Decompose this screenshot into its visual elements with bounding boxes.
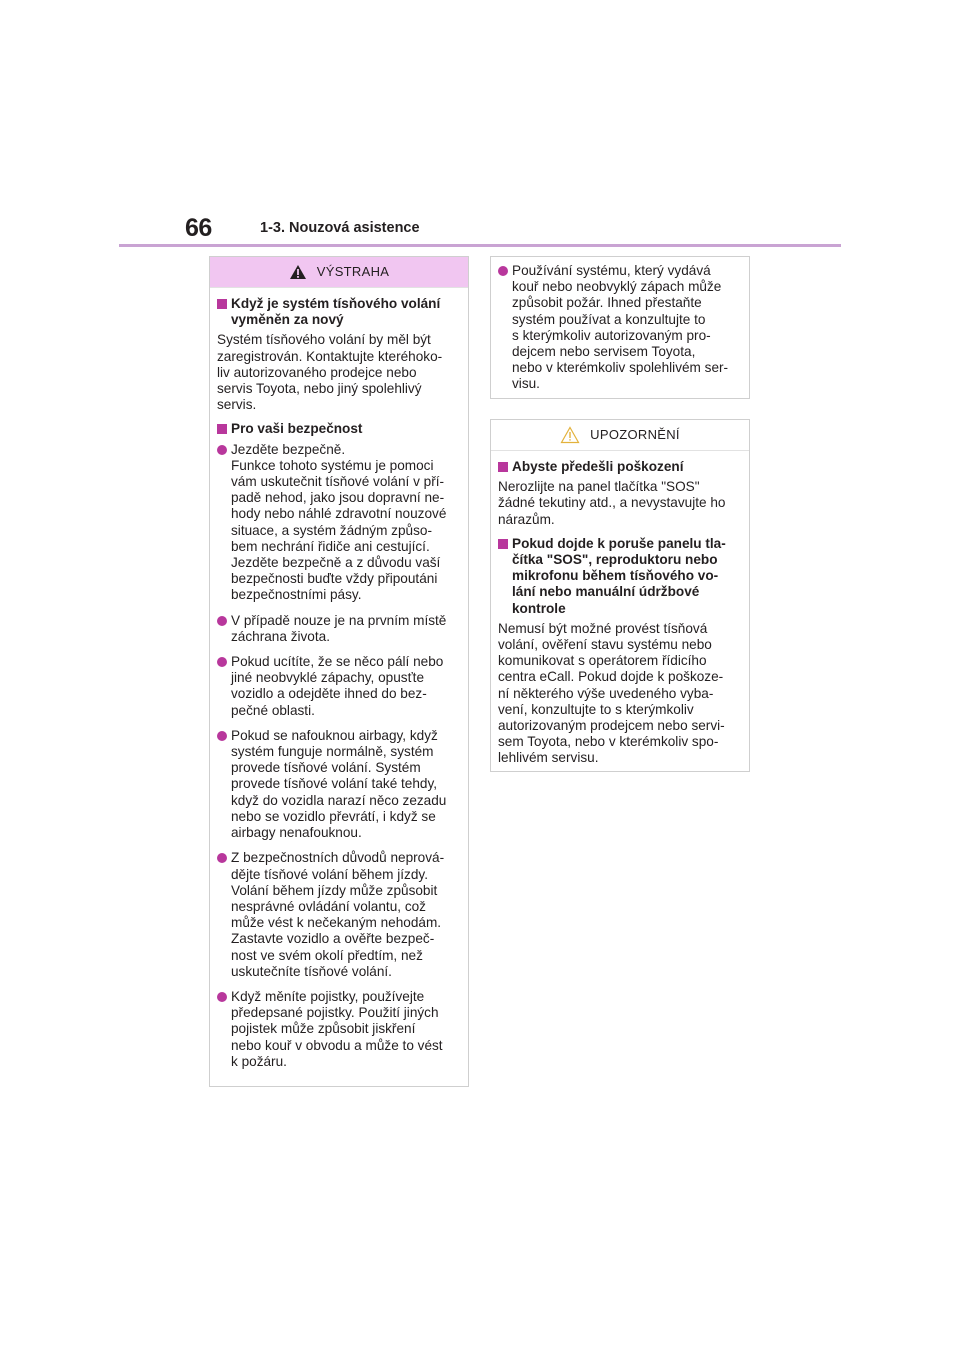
list-item: Pokud se nafouknou airbagy, když systém funguje normálně, systém provede tísňové volání. Systém provede tísňové volání také tehdy, když do vozidla narazí něco zezadu nebo se vozidlo převrátí, i když se airbagy nenafouknou. [217, 728, 461, 841]
warning-box [209, 256, 469, 1087]
warning-continued-box [490, 256, 750, 399]
page-number: 66 [185, 214, 212, 242]
circle-bullet-icon [498, 266, 508, 276]
circle-bullet-icon [217, 992, 227, 1002]
caution-triangle-icon [560, 426, 580, 444]
caution-heading-damage: Abyste předešli poškození [498, 459, 742, 475]
circle-bullet-icon [217, 853, 227, 863]
circle-bullet-icon [217, 445, 227, 455]
caution-box-header [491, 420, 749, 451]
warning-heading-replaced: Když je systém tísňového volání vyměněn za nový [217, 296, 461, 328]
square-bullet-icon [217, 299, 227, 309]
caution-paragraph-liquids: Nerozlijte na panel tlačítka "SOS" žádné tekutiny atd., a nevystavujte ho nárazům. [498, 479, 726, 527]
square-bullet-icon [217, 424, 227, 434]
warning-box-title: VÝSTRAHA [316, 263, 390, 279]
warning-heading-safety: Pro vaši bezpečnost [217, 421, 461, 437]
list-item: Používání systému, který vydává kouř nebo neobvyklý zápach může způsobit požár. Ihned přestaňte systém používat a konzultujte to s kterýmkoliv autorizovaným pro- dejcem nebo servisem Toyota, nebo v kterémkoliv spolehlivém ser- visu. [498, 263, 742, 393]
square-bullet-icon [498, 462, 508, 472]
caution-box [490, 419, 750, 772]
caution-paragraph-consult: Nemusí být možné provést tísňová volání, ověření stavu systému nebo komunikovat s operátorem řídicího centra eCall. Pokud dojde k poškoze- ní některého výše uvedeného vyba- vení, konzultujte to s kterýmkoliv autorizovaným prodejcem nebo servi- sem Toyota, nebo v kterémkoliv spo- lehlivém servisu. [498, 620, 725, 766]
list-item: Pokud ucítíte, že se něco pálí nebo jiné neobvyklé zápachy, opusťte vozidlo a odejděte ihned do bez- pečné oblasti. [217, 654, 461, 719]
circle-bullet-icon [217, 731, 227, 741]
list-item: Z bezpečnostních důvodů neprová- dějte tísňové volání během jízdy. Volání během jízdy může způsobit nesprávné ovládání volantu, což může vést k nečekaným nehodám. Zastavte vozidlo a ověřte bezpeč- nost ve svém okolí předtím, než uskutečníte tísňové volání. [217, 850, 461, 980]
circle-bullet-icon [217, 616, 227, 626]
list-item: Jezděte bezpečně. Funkce tohoto systému je pomoci vám uskutečnit tísňové volání v pří- padě nehod, jako jsou dopravní ne- hody nebo náhlé zdravotní nouzové situace, a systém žádným způso- bem nechrání řidiče ani cestující. Jezděte bezpečně a z důvodu vaší bezpečnosti buďte vždy připoutáni bezpečnostními pásy. [217, 442, 461, 604]
list-item: Když měníte pojistky, používejte předepsané pojistky. Použití jiných pojistek může způsobit jiskření nebo kouř v obvodu a může to vést k požáru. [217, 989, 461, 1070]
square-bullet-icon [498, 539, 508, 549]
warning-box-header [210, 257, 468, 288]
warning-paragraph-register: Systém tísňového volání by měl být zaregistrován. Kontaktujte kteréhoko- liv autorizovaného prodejce nebo servis Toyota, nebo jiný spolehlivý servis. [217, 332, 443, 413]
caution-heading-malfunction: Pokud dojde k poruše panelu tla- čítka "SOS", reproduktoru nebo mikrofonu během tísňového vo- lání nebo manuální údržbové kontrole [498, 536, 742, 617]
header-rule [119, 244, 841, 247]
section-title: 1-3. Nouzová asistence [260, 220, 420, 236]
list-item: V případě nouze je na prvním místě záchrana života. [217, 613, 461, 645]
warning-triangle-icon [289, 264, 307, 280]
circle-bullet-icon [217, 657, 227, 667]
caution-box-title: UPOZORNĚNÍ [590, 426, 680, 442]
